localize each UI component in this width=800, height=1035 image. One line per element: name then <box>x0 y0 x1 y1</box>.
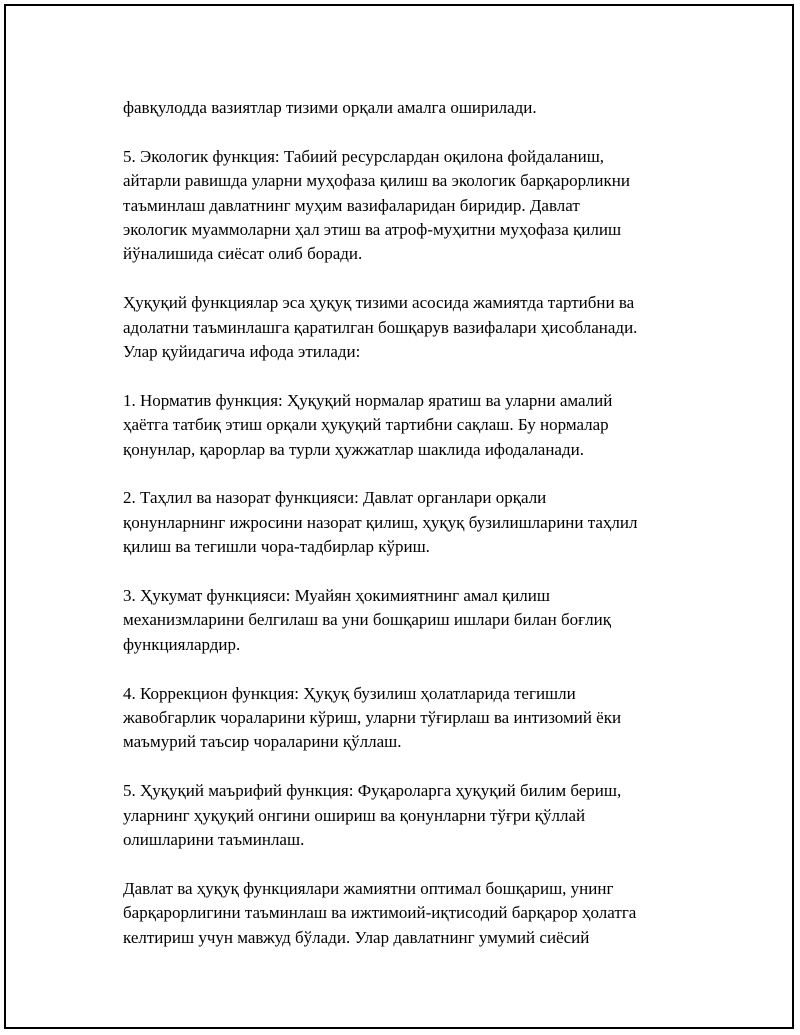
paragraph-correction-function: 4. Коррекцион функция: Ҳуқуқ бузилиш ҳолатларида тегишли жавобгарлик чораларини кўриш, уларни тўғирлаш ва интизомий ёки маъмурий таъсир чораларини қўллаш. <box>123 683 622 752</box>
document-body <box>123 96 703 950</box>
paragraph-analysis-control-function: 2. Таҳлил ва назорат функцияси: Давлат органлари орқали қонунларнинг ижросини назорат қилиш, ҳуқуқ бузилишларини таҳлил қилиш ва тегишли чора-тадбирлар кўриш. <box>123 488 638 557</box>
paragraph-conclusion: Давлат ва ҳуқуқ функциялари жамиятни оптимал бошқариш, унинг барқарорлигини таъминлаш ва ижтимоий-иқтисодий барқарор ҳолатга келтириш учун мавжуд бўлади. Улар давлатнинг умумий сиёсий <box>123 878 637 947</box>
paragraph-normative-function: 1. Норматив функция: Ҳуқуқий нормалар яратиш ва уларни амалий ҳаётга татбиқ этиш орқали ҳуқуқий тартибни сақлаш. Бу нормалар қонунлар, қарорлар ва турли ҳужжатлар шаклида ифодаланади. <box>123 390 613 459</box>
paragraph-ecological-function: 5. Экологик функция: Табиий ресурслардан оқилона фойдаланиш, айтарли равишда уларни муҳофаза қилиш ва экологик барқарорликни таъминлаш давлатнинг муҳим вазифаларидан биридир. Давлат экологик муаммоларни ҳал этиш ва атроф-муҳитни муҳофаза қилиш йўналишида сиёсат олиб боради. <box>123 146 630 264</box>
paragraph-emergency-systems: фавқулодда вазиятлар тизими орқали амалга оширилади. <box>123 98 537 117</box>
paragraph-legal-education-function: 5. Ҳуқуқий маърифий функция: Фуқароларга ҳуқуқий билим бериш, уларнинг ҳуқуқий онгини ошириш ва қонунларни тўғри қўллай олишларини таъминлаш. <box>123 781 622 850</box>
paragraph-government-function: 3. Ҳукумат функцияси: Муайян ҳокимиятнинг амал қилиш механизмларини белгилаш ва уни бошқариш ишлари билан боғлиқ функциялардир. <box>123 586 611 654</box>
page-frame <box>4 4 794 1029</box>
paragraph-legal-functions-intro: Ҳуқуқий функциялар эса ҳуқуқ тизими асосида жамиятда тартибни ва адолатни таъминлашга қаратилган бошқарув вазифалари ҳисобланади. Улар қуйидагича ифода этилади: <box>123 293 638 362</box>
